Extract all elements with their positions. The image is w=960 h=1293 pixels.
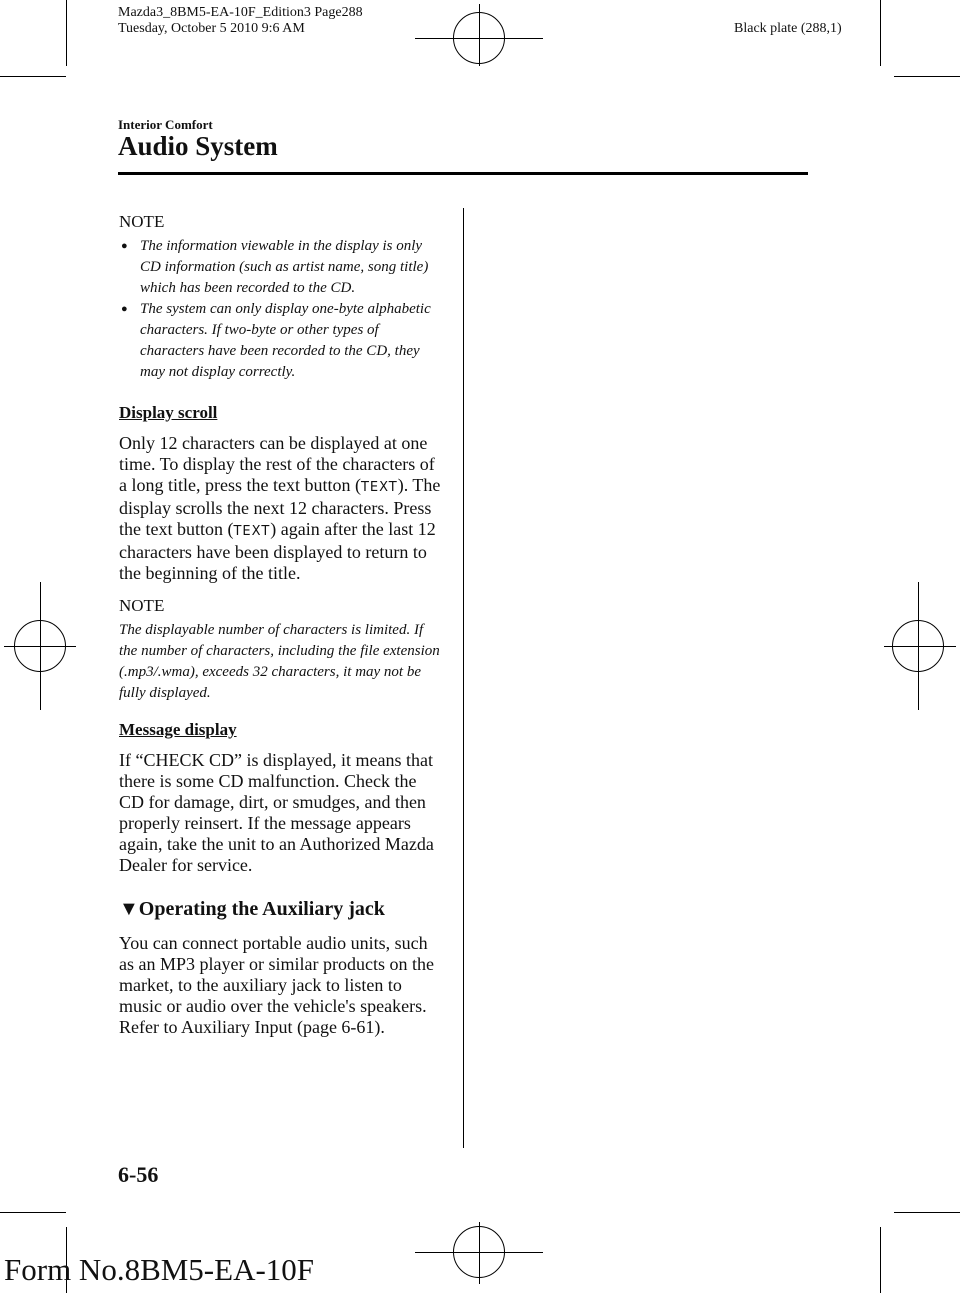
- crop-mark: [66, 0, 67, 66]
- crop-mark: [880, 1227, 881, 1293]
- triangle-down-icon: ▼: [119, 898, 139, 920]
- section-heading-text: Operating the Auxiliary jack: [138, 898, 385, 920]
- section-label: Interior Comfort: [118, 117, 213, 132]
- plate-label: Black plate (288,1): [734, 21, 842, 36]
- message-display-section: [119, 720, 441, 876]
- subheading-display-scroll: Display scroll: [119, 403, 218, 422]
- page-title: Audio System: [118, 131, 278, 161]
- print-info-line2: Tuesday, October 5 2010 9:6 AM: [118, 21, 305, 36]
- subheading-message-display: Message display: [119, 720, 237, 739]
- print-info: [118, 5, 363, 37]
- note-item: [119, 236, 441, 299]
- note-heading: NOTE: [119, 596, 165, 615]
- note-item: [119, 299, 441, 383]
- crop-mark: [894, 1212, 960, 1213]
- note-heading: NOTE: [119, 212, 165, 231]
- aux-paragraph: You can connect portable audio units, such as an MP3 player or similar products on the market, to the auxiliary jack to listen to music or audio over the vehicle's speakers. Refer to Auxiliary Input (page 6-61).: [119, 933, 434, 1037]
- bullet-icon: ●: [121, 240, 128, 252]
- registration-target-icon: [14, 620, 66, 672]
- aux-section: [119, 898, 441, 1038]
- form-number: Form No.8BM5-EA-10F: [4, 1252, 315, 1287]
- registration-target-icon: [892, 620, 944, 672]
- text-button-icon: TEXT: [360, 480, 398, 495]
- registration-target-icon: [453, 12, 505, 64]
- display-scroll-paragraph: [119, 433, 441, 584]
- content-column: [119, 212, 441, 1038]
- paragraph-text: ). The display scrolls the next 12 characters. Press the text button (: [119, 475, 441, 539]
- crop-mark: [0, 76, 66, 77]
- print-info-line1: Mazda3_8BM5-EA-10F_Edition3 Page288: [118, 5, 363, 20]
- header-rule: [118, 172, 808, 175]
- paragraph-text: ) again after the last 12 characters have been displayed to return to the beginning of the title.: [119, 519, 436, 583]
- bullet-icon: ●: [121, 303, 128, 315]
- note-block: [119, 596, 441, 704]
- note-block: [119, 212, 441, 383]
- crop-mark: [0, 1212, 66, 1213]
- display-scroll-section: [119, 403, 441, 584]
- paragraph-text: Only 12 characters can be displayed at one time. To display the rest of the characters of a long title, press the text button (: [119, 433, 435, 495]
- page-number: 6-56: [118, 1162, 159, 1187]
- text-button-icon: TEXT: [233, 524, 271, 539]
- note-item-text: The system can only display one-byte alphabetic characters. If two-byte or other types of characters have been recorded to the CD, they may not display correctly.: [140, 301, 431, 380]
- note-item-text: The information viewable in the display is only CD information (such as artist name, song title) which has been recorded to the CD.: [140, 238, 429, 296]
- registration-target-icon: [453, 1226, 505, 1278]
- crop-mark: [894, 76, 960, 77]
- crop-mark: [880, 0, 881, 66]
- section-heading: [119, 898, 441, 921]
- column-divider: [463, 208, 464, 1148]
- note-text: The displayable number of characters is limited. If the number of characters, including the file extension (.mp3/.wma), exceeds 32 characters, it may not be fully displayed.: [119, 622, 440, 701]
- message-display-paragraph: If “CHECK CD” is displayed, it means that there is some CD malfunction. Check the CD for damage, dirt, or smudges, and then properly reinsert. If the message appears again, take the unit to an Authorized Mazda Dealer for service.: [119, 750, 434, 875]
